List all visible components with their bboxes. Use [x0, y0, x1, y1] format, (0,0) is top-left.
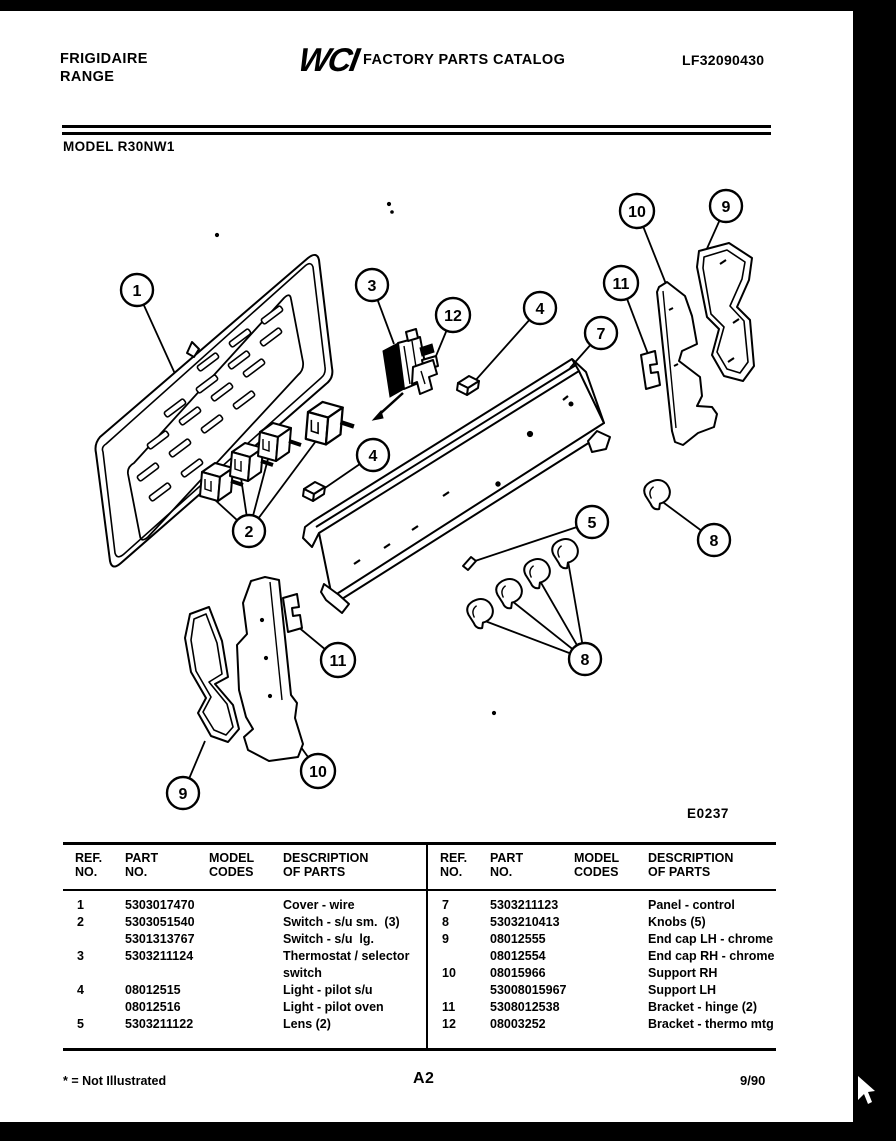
svg-text:9: 9	[178, 786, 188, 803]
callout-11-right	[604, 266, 638, 300]
svg-text:12: 12	[444, 308, 462, 325]
parts-table-right	[426, 845, 776, 1048]
page-code: A2	[413, 1070, 435, 1087]
parts-table	[63, 842, 776, 1051]
table-row: 08012554 End cap RH - chrome	[490, 949, 775, 963]
callout-10-bottom	[301, 754, 335, 788]
date-code: 9/90	[740, 1073, 766, 1088]
table-row: 2 5303051540 Switch - s/u sm. (3)	[77, 915, 400, 929]
control-panel-beam	[303, 359, 610, 613]
svg-text:4: 4	[368, 448, 378, 465]
hinge-bracket-lh	[283, 594, 302, 632]
svg-text:10: 10	[309, 764, 327, 781]
svg-text:10: 10	[628, 204, 646, 221]
table-row: 5 5303211122 Lens (2)	[77, 1017, 331, 1031]
model-label: MODEL R30NW1	[63, 139, 175, 154]
callout-9-bottom	[167, 777, 199, 809]
svg-text:2: 2	[244, 524, 254, 541]
callout-10-top	[620, 194, 654, 228]
table-row: 08012516 Light - pilot oven	[125, 1000, 384, 1014]
end-cap-lh	[185, 607, 239, 742]
table-row: 5301313767 Switch - s/u lg.	[125, 932, 374, 946]
document-number: LF32090430	[682, 52, 765, 68]
svg-text:9: 9	[721, 199, 731, 216]
svg-text:8: 8	[580, 652, 590, 669]
wire-clip-top	[457, 376, 479, 395]
svg-text:11: 11	[612, 276, 630, 293]
table-row: 12 08003252 Bracket - thermo mtg	[442, 1017, 774, 1031]
thermo-mounting-bracket	[412, 360, 437, 394]
callout-5	[576, 506, 608, 538]
callout-2	[233, 515, 265, 547]
wire-clip-mid	[303, 482, 325, 501]
svg-text:7: 7	[596, 326, 606, 343]
svg-text:4: 4	[535, 301, 545, 318]
callout-8-low	[569, 643, 601, 675]
table-row: 8 5303210413 Knobs (5)	[442, 915, 706, 929]
table-row: 10 08015966 Support RH	[442, 966, 718, 980]
not-illustrated-note: * = Not Illustrated	[63, 1074, 167, 1088]
hinge-bracket-rh	[641, 351, 660, 389]
table-row: 7 5303211123 Panel - control	[442, 898, 735, 912]
table-row: 3 5303211124 Thermostat / selector	[77, 949, 410, 963]
table-row: 4 08012515 Light - pilot s/u	[77, 983, 373, 997]
table-row: switch	[283, 966, 322, 980]
end-cap-rh	[697, 243, 754, 381]
table-row: 9 08012555 End cap LH - chrome	[442, 932, 774, 946]
parts-table-left	[63, 845, 426, 1048]
brand-line1: FRIGIDAIRE	[60, 51, 148, 67]
callout-4-mid	[357, 439, 389, 471]
svg-text:8: 8	[709, 533, 719, 550]
table-row: 53008015967 Support LH	[490, 983, 717, 997]
callout-9-top	[710, 190, 742, 222]
wci-logo: WCI	[295, 41, 361, 78]
callout-3	[356, 269, 388, 301]
callout-4-top	[524, 292, 556, 324]
svg-text:3: 3	[367, 278, 377, 295]
mouse-cursor	[858, 1076, 875, 1104]
table-row: 1 5303017470 Cover - wire	[77, 898, 355, 912]
figure-code: E0237	[687, 806, 730, 821]
callout-1	[121, 274, 153, 306]
brand-line2: RANGE	[60, 69, 115, 85]
callout-12	[436, 298, 470, 332]
table-header-left: REF. NO. PART NO. MODEL CODES DESCRIPTION OF PARTS	[63, 845, 426, 891]
callout-8-right	[698, 524, 730, 556]
callout-7	[585, 317, 617, 349]
svg-text:1: 1	[132, 283, 142, 300]
lens	[463, 557, 476, 570]
callout-11-bottom	[321, 643, 355, 677]
table-header-right: REF. NO. PART NO. MODEL CODES DESCRIPTION OF PARTS	[428, 845, 776, 891]
catalog-title: FACTORY PARTS CATALOG	[363, 52, 566, 68]
svg-text:5: 5	[587, 515, 597, 532]
svg-text:11: 11	[329, 653, 347, 670]
table-row: 11 5308012538 Bracket - hinge (2)	[442, 1000, 758, 1014]
